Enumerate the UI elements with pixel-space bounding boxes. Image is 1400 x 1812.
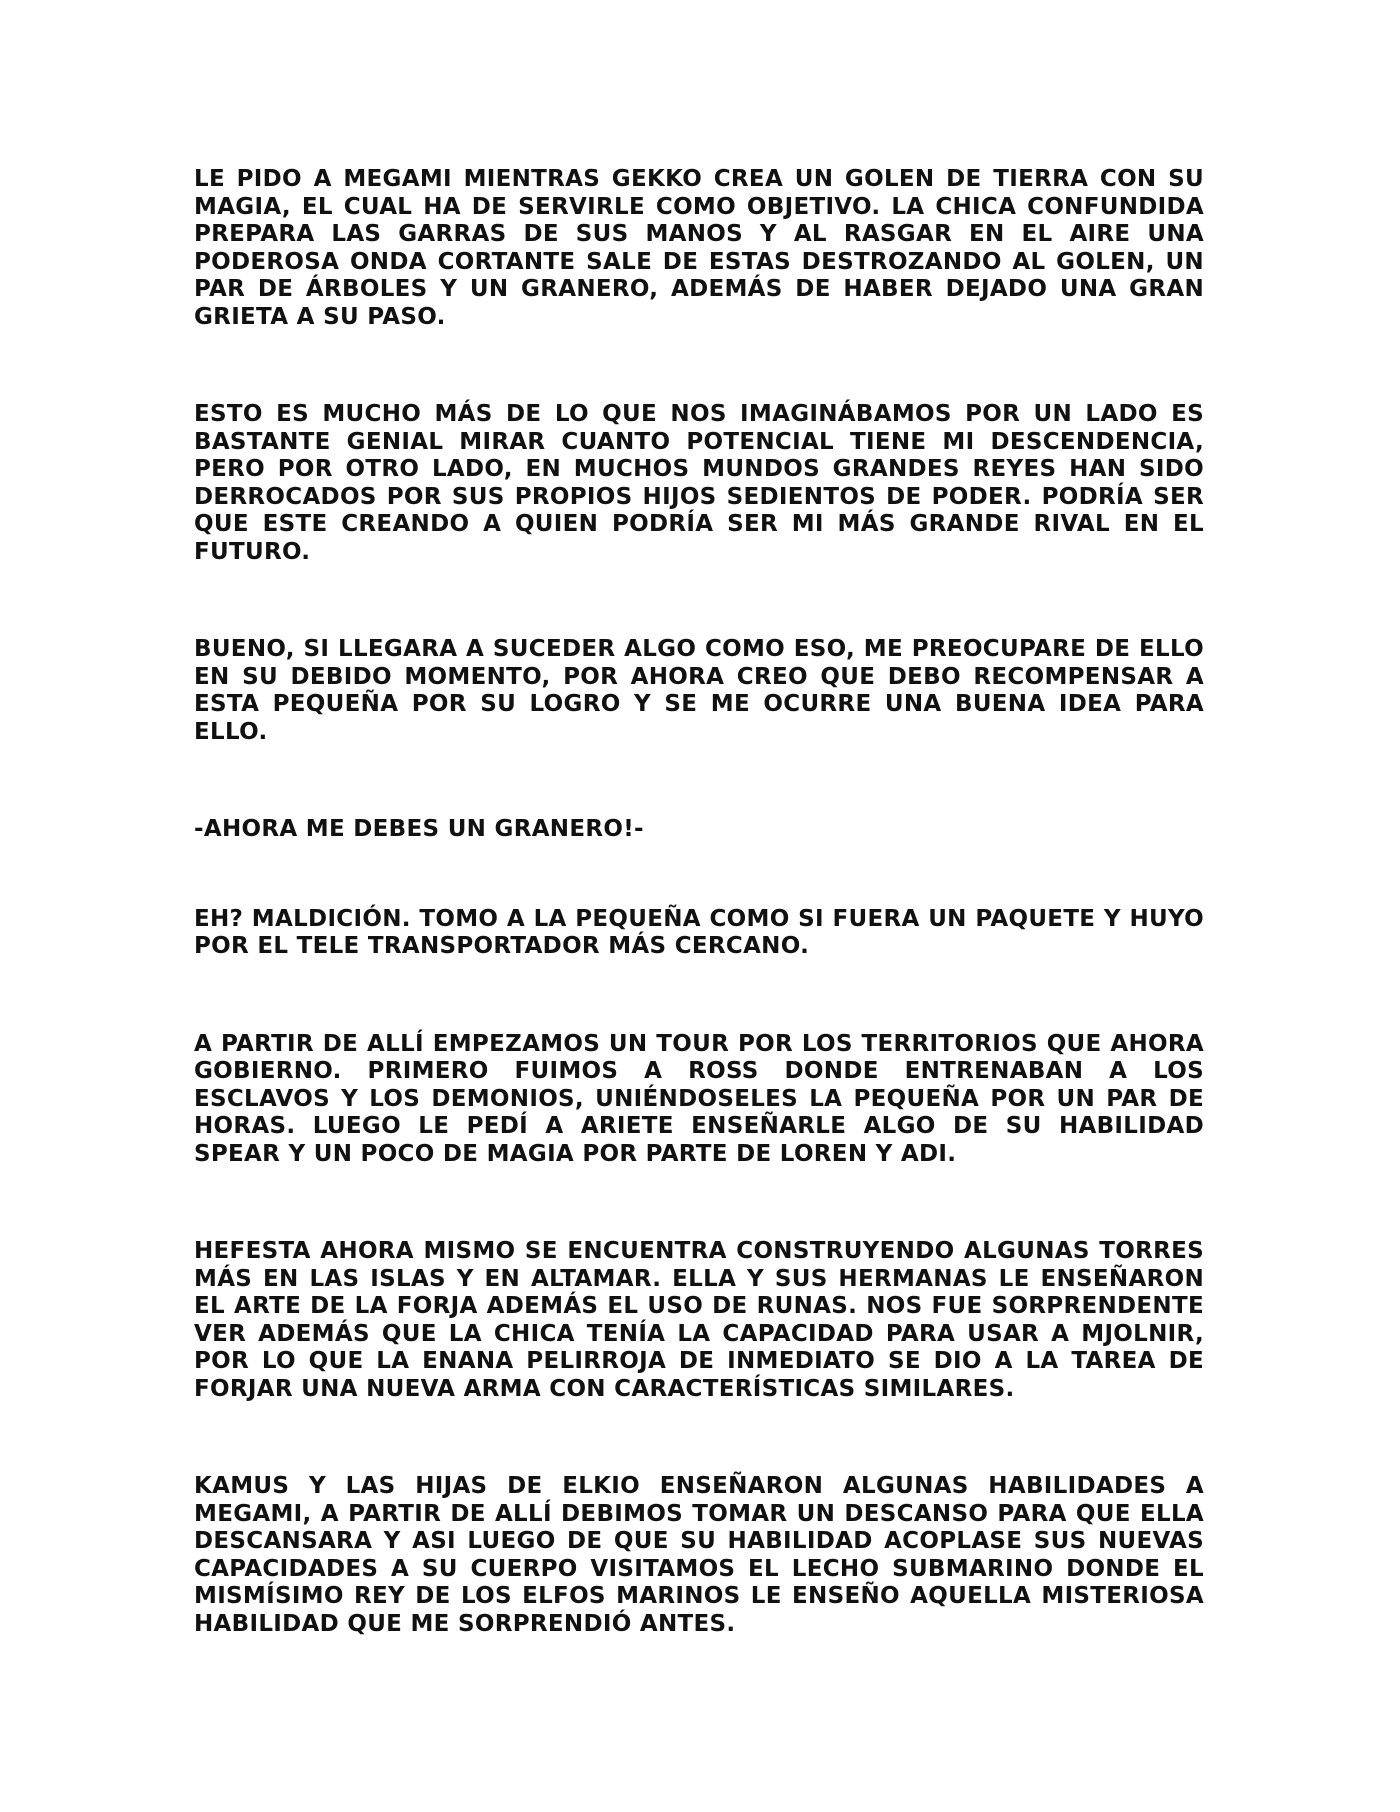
paragraph-4: -AHORA ME DEBES UN GRANERO!- [194,816,644,842]
text-column [194,166,1204,1708]
paragraph-8: KAMUS Y LAS HIJAS DE ELKIO ENSEÑARON ALGUNAS HABILIDADES A MEGAMI, A PARTIR DE ALLÍ DEBIMOS TOMAR UN DESCANSO PARA QUE ELLA DESCANSARA Y ASI LUEGO DE QUE SU HABILIDAD ACOPLASE SUS NUEVAS CAPACIDADES A SU CUERPO VISITAMOS EL LECHO SUBMARINO DONDE EL MISMÍSIMO REY DE LOS ELFOS MARINOS LE ENSEÑO AQUELLA MISTERIOSA HABILIDAD QUE ME SORPRENDIÓ ANTES. [194,1473,1204,1637]
paragraph-5: EH? MALDICIÓN. TOMO A LA PEQUEÑA COMO SI FUERA UN PAQUETE Y HUYO POR EL TELE TRANSPORTADOR MÁS CERCANO. [194,905,1204,959]
paragraph-1: LE PIDO A MEGAMI MIENTRAS GEKKO CREA UN GOLEN DE TIERRA CON SU MAGIA, EL CUAL HA DE SERVIRLE COMO OBJETIVO. LA CHICA CONFUNDIDA PREPARA LAS GARRAS DE SUS MANOS Y AL RASGAR EN EL AIRE UNA PODEROSA ONDA CORTANTE SALE DE ESTAS DESTROZANDO AL GOLEN, UN PAR DE ÁRBOLES Y UN GRANERO, ADEMÁS DE HABER DEJADO UNA GRAN GRIETA A SU PASO. [194,166,1204,330]
paragraph-6: A PARTIR DE ALLÍ EMPEZAMOS UN TOUR POR LOS TERRITORIOS QUE AHORA GOBIERNO. PRIMERO FUIMOS A ROSS DONDE ENTRENABAN A LOS ESCLAVOS Y LOS DEMONIOS, UNIÉNDOSELES LA PEQUEÑA POR UN PAR DE HORAS. LUEGO LE PEDÍ A ARIETE ENSEÑARLE ALGO DE SU HABILIDAD SPEAR Y UN POCO DE MAGIA POR PARTE DE LOREN Y ADI. [194,1030,1204,1167]
paragraph-7: HEFESTA AHORA MISMO SE ENCUENTRA CONSTRUYENDO ALGUNAS TORRES MÁS EN LAS ISLAS Y EN ALTAMAR. ELLA Y SUS HERMANAS LE ENSEÑARON EL ARTE DE LA FORJA ADEMÁS EL USO DE RUNAS. NOS FUE SORPRENDENTE VER ADEMÁS QUE LA CHICA TENÍA LA CAPACIDAD PARA USAR A MJOLNIR, POR LO QUE LA ENANA PELIRROJA DE INMEDIATO SE DIO A LA TAREA DE FORJAR UNA NUEVA ARMA CON CARACTERÍSTICAS SIMILARES. [194,1238,1204,1402]
paragraph-3: BUENO, SI LLEGARA A SUCEDER ALGO COMO ESO, ME PREOCUPARE DE ELLO EN SU DEBIDO MOMENTO, POR AHORA CREO QUE DEBO RECOMPENSAR A ESTA PEQUEÑA POR SU LOGRO Y SE ME OCURRE UNA BUENA IDEA PARA ELLO. [194,636,1204,745]
paragraph-2: ESTO ES MUCHO MÁS DE LO QUE NOS IMAGINÁBAMOS POR UN LADO ES BASTANTE GENIAL MIRAR CUANTO POTENCIAL TIENE MI DESCENDENCIA, PERO POR OTRO LADO, EN MUCHOS MUNDOS GRANDES REYES HAN SIDO DERROCADOS POR SUS PROPIOS HIJOS SEDIENTOS DE PODER. PODRÍA SER QUE ESTE CREANDO A QUIEN PODRÍA SER MI MÁS GRANDE RIVAL EN EL FUTURO. [194,401,1204,565]
